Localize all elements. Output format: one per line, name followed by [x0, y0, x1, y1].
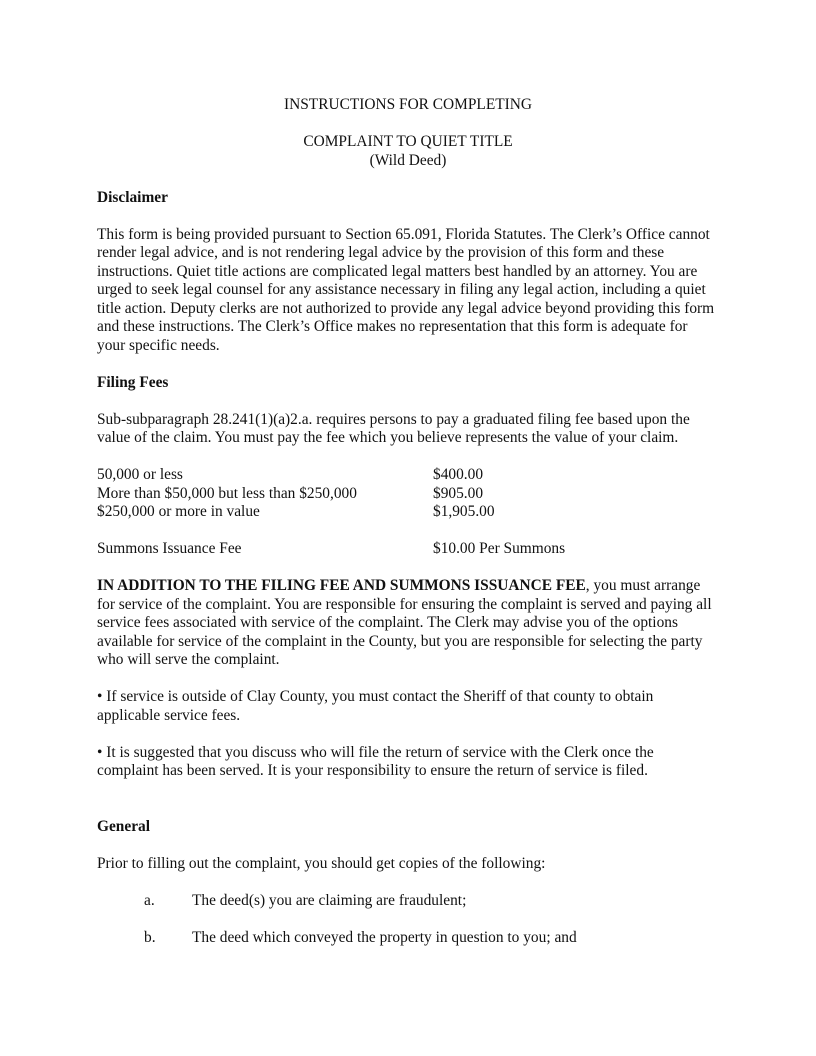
filing-fees-intro: Sub-subparagraph 28.241(1)(a)2.a. requires persons to pay a graduated filing fee based upon the value of the claim. You must pay the fee which you believe represents the value of your claim.	[97, 410, 690, 446]
list-item	[97, 892, 719, 911]
list-item-letter: b.	[144, 928, 156, 946]
list-item	[97, 929, 719, 948]
title-line-3: (Wild Deed)	[369, 151, 447, 169]
title-line-2: COMPLAINT TO QUIET TITLE	[303, 133, 513, 150]
fee-label: 50,000 or less	[97, 466, 183, 483]
fee-amount: $400.00	[433, 466, 484, 483]
disclaimer-heading: Disclaimer	[97, 188, 168, 206]
fee-row	[97, 485, 719, 504]
summons-fee-row	[97, 540, 719, 559]
service-bullet-1: • If service is outside of Clay County, you must contact the Sheriff of that county to obtain applicable service fees.	[97, 688, 654, 724]
document-page	[97, 96, 719, 947]
service-bullet-2: • It is suggested that you discuss who will file the return of service with the Clerk once the complaint has been served. It is your responsibility to ensure the return of service is filed.	[97, 743, 654, 779]
fee-row	[97, 466, 719, 485]
title-line-1: INSTRUCTIONS FOR COMPLETING	[284, 96, 532, 113]
summons-fee-label: Summons Issuance Fee	[97, 540, 242, 557]
fee-amount: $905.00	[433, 484, 484, 502]
service-paragraph-text: , you must arrange for service of the complaint. You are responsible for ensuring the complaint is served and paying all service fees associated with service of the complaint. The Clerk may advise you of the options available for service of the complaint in the County, but you are responsible for selecting the party who will serve the complaint.	[97, 577, 712, 668]
summons-fee-amount: $10.00 Per Summons	[433, 540, 566, 557]
list-item-text: The deed(s) you are claiming are fraudulent;	[192, 891, 467, 909]
fee-row	[97, 503, 719, 522]
fee-label: More than $50,000 but less than $250,000	[97, 484, 357, 502]
disclaimer-body: This form is being provided pursuant to Section 65.091, Florida Statutes. The Clerk’s Office cannot render legal advice, and is not rendering legal advice by the provision of this form and these instructions. Quiet title actions are complicated legal matters best handled by an attorney. You are urged to seek legal counsel for any assistance necessary in filing any legal action, including a quiet title action. Deputy clerks are not authorized to provide any legal advice beyond providing this form and these instructions. The Clerk’s Office makes no representation that this form is adequate for your specific needs.	[97, 225, 715, 354]
fee-label: $250,000 or more in value	[97, 503, 260, 520]
list-item-text: The deed which conveyed the property in question to you; and	[192, 928, 577, 946]
list-item-letter: a.	[144, 891, 155, 909]
fee-amount: $1,905.00	[433, 503, 495, 520]
general-intro: Prior to filling out the complaint, you should get copies of the following:	[97, 854, 546, 872]
general-heading: General	[97, 817, 150, 835]
filing-fees-heading: Filing Fees	[97, 373, 169, 391]
service-paragraph-bold: IN ADDITION TO THE FILING FEE AND SUMMONS ISSUANCE FEE	[97, 577, 586, 594]
service-paragraph	[97, 577, 719, 670]
